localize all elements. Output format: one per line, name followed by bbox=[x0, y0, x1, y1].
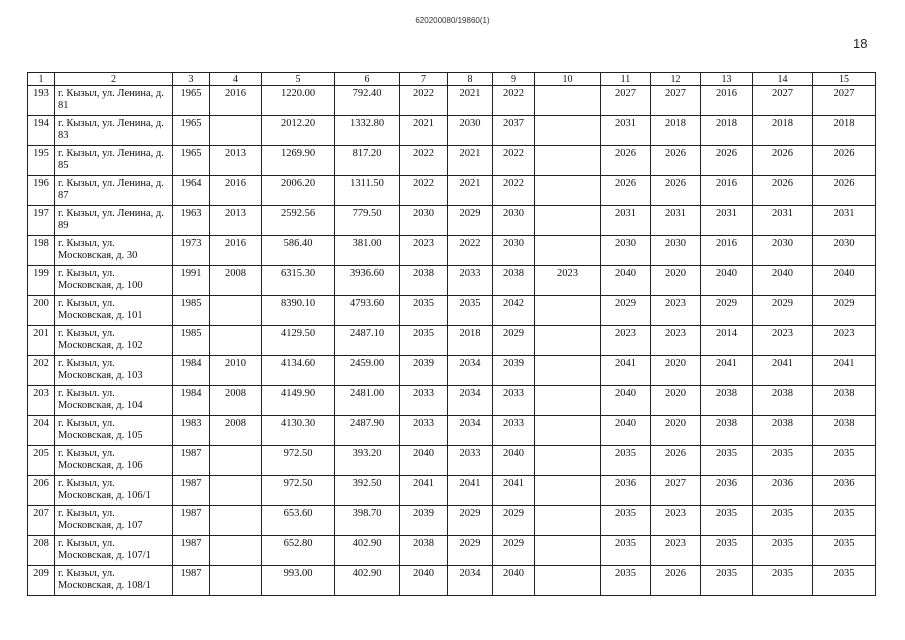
table-cell: 2038 bbox=[400, 536, 448, 566]
table-cell: 2030 bbox=[400, 206, 448, 236]
table-cell: 200 bbox=[28, 296, 55, 326]
table-cell: 204 bbox=[28, 416, 55, 446]
table-cell: 1987 bbox=[173, 566, 210, 596]
table-cell: 2035 bbox=[448, 296, 493, 326]
table-cell bbox=[535, 206, 601, 236]
table-cell bbox=[535, 356, 601, 386]
table-cell: 817.20 bbox=[335, 146, 400, 176]
table-cell: 2026 bbox=[753, 176, 813, 206]
table-cell: 1985 bbox=[173, 326, 210, 356]
table-cell: 2038 bbox=[400, 266, 448, 296]
table-cell: 4134.60 bbox=[262, 356, 335, 386]
table-cell: 2487.10 bbox=[335, 326, 400, 356]
table-cell bbox=[535, 566, 601, 596]
table-cell: 2029 bbox=[448, 206, 493, 236]
table-cell: 2023 bbox=[651, 326, 701, 356]
table-cell: 2039 bbox=[493, 356, 535, 386]
table-cell bbox=[210, 566, 262, 596]
table-cell: 2029 bbox=[601, 296, 651, 326]
table-cell: 2481.00 bbox=[335, 386, 400, 416]
table-cell: 2026 bbox=[651, 176, 701, 206]
table-cell: 2031 bbox=[753, 206, 813, 236]
table-row bbox=[28, 176, 876, 206]
table-cell: 2030 bbox=[493, 206, 535, 236]
address-cell: г. Кызыл, ул. Ленина, д. 81 bbox=[55, 86, 173, 116]
column-header-12: 12 bbox=[651, 73, 701, 86]
column-header-3: 3 bbox=[173, 73, 210, 86]
table-cell: 2018 bbox=[651, 116, 701, 146]
table-cell: 2016 bbox=[210, 86, 262, 116]
table-cell: 1965 bbox=[173, 116, 210, 146]
column-header-13: 13 bbox=[701, 73, 753, 86]
table-cell: 2026 bbox=[813, 176, 876, 206]
table-cell: 2022 bbox=[400, 176, 448, 206]
table-cell bbox=[535, 86, 601, 116]
table-cell: 2021 bbox=[448, 86, 493, 116]
table-cell: 2034 bbox=[448, 386, 493, 416]
table-cell: 2013 bbox=[210, 206, 262, 236]
table-cell: 2018 bbox=[813, 116, 876, 146]
column-header-7: 7 bbox=[400, 73, 448, 86]
table-cell: 198 bbox=[28, 236, 55, 266]
table-cell: 209 bbox=[28, 566, 55, 596]
table-row bbox=[28, 146, 876, 176]
table-cell: 2023 bbox=[535, 266, 601, 296]
table-cell: 2040 bbox=[753, 266, 813, 296]
address-cell: г. Кызыл, ул. Московская, д. 100 bbox=[55, 266, 173, 296]
table-cell: 2033 bbox=[448, 266, 493, 296]
table-row bbox=[28, 416, 876, 446]
address-cell: г. Кызыл, ул. Московская, д. 108/1 bbox=[55, 566, 173, 596]
table-cell: 6315.30 bbox=[262, 266, 335, 296]
table-cell: 2029 bbox=[448, 506, 493, 536]
table-cell: 2035 bbox=[601, 566, 651, 596]
table-cell bbox=[535, 326, 601, 356]
table-cell bbox=[535, 236, 601, 266]
address-cell: г. Кызыл, ул. Московская, д. 105 bbox=[55, 416, 173, 446]
table-cell: 2030 bbox=[448, 116, 493, 146]
table-cell: 2035 bbox=[400, 326, 448, 356]
table-cell bbox=[535, 446, 601, 476]
table-cell: 2022 bbox=[448, 236, 493, 266]
table-cell: 2022 bbox=[493, 146, 535, 176]
table-cell: 792.40 bbox=[335, 86, 400, 116]
table-cell: 2029 bbox=[493, 536, 535, 566]
table-cell: 2016 bbox=[210, 236, 262, 266]
table-cell: 2040 bbox=[701, 266, 753, 296]
address-cell: г. Кызыл, ул. Ленина, д. 83 bbox=[55, 116, 173, 146]
table-cell: 2036 bbox=[753, 476, 813, 506]
table-row bbox=[28, 86, 876, 116]
address-cell: г. Кызыл, ул. Московская, д. 102 bbox=[55, 326, 173, 356]
table-cell: 2035 bbox=[701, 536, 753, 566]
table-cell: 2033 bbox=[400, 386, 448, 416]
table-cell: 381.00 bbox=[335, 236, 400, 266]
table-cell: 972.50 bbox=[262, 446, 335, 476]
table-cell: 1984 bbox=[173, 386, 210, 416]
address-cell: г. Кызыл, ул. Московская, д. 103 bbox=[55, 356, 173, 386]
table-cell: 2021 bbox=[448, 176, 493, 206]
address-cell: г. Кызыл. ул. Московская, д. 104 bbox=[55, 386, 173, 416]
table-cell: 2026 bbox=[753, 146, 813, 176]
table-cell: 2036 bbox=[813, 476, 876, 506]
table-cell: 2027 bbox=[651, 86, 701, 116]
table-cell: 2016 bbox=[701, 236, 753, 266]
column-header-10: 10 bbox=[535, 73, 601, 86]
table-cell: 1965 bbox=[173, 146, 210, 176]
table-row bbox=[28, 236, 876, 266]
table-cell: 2016 bbox=[701, 176, 753, 206]
table-cell: 2023 bbox=[651, 296, 701, 326]
table-cell: 398.70 bbox=[335, 506, 400, 536]
table-cell: 195 bbox=[28, 146, 55, 176]
table-row bbox=[28, 506, 876, 536]
table-cell: 2027 bbox=[651, 476, 701, 506]
table-cell: 2041 bbox=[701, 356, 753, 386]
table-cell: 194 bbox=[28, 116, 55, 146]
table-cell: 2036 bbox=[601, 476, 651, 506]
address-cell: г. Кызыл, ул. Московская, д. 101 bbox=[55, 296, 173, 326]
table-cell: 2031 bbox=[701, 206, 753, 236]
table-cell: 2026 bbox=[601, 146, 651, 176]
table-cell: 2026 bbox=[651, 446, 701, 476]
column-header-5: 5 bbox=[262, 73, 335, 86]
table-cell: 3936.60 bbox=[335, 266, 400, 296]
table-row bbox=[28, 446, 876, 476]
table-cell: 2041 bbox=[601, 356, 651, 386]
table-cell: 2023 bbox=[601, 326, 651, 356]
table-row bbox=[28, 356, 876, 386]
table-cell: 2008 bbox=[210, 386, 262, 416]
table-cell: 2487.90 bbox=[335, 416, 400, 446]
table-cell: 2031 bbox=[651, 206, 701, 236]
table-cell: 1973 bbox=[173, 236, 210, 266]
table-cell: 2035 bbox=[601, 506, 651, 536]
table-cell: 2018 bbox=[448, 326, 493, 356]
table-cell: 2041 bbox=[493, 476, 535, 506]
table-cell: 2038 bbox=[753, 416, 813, 446]
table-row bbox=[28, 566, 876, 596]
table-cell bbox=[210, 446, 262, 476]
table-cell: 206 bbox=[28, 476, 55, 506]
table-cell: 1269.90 bbox=[262, 146, 335, 176]
table-cell: 2023 bbox=[651, 506, 701, 536]
table-cell: 2026 bbox=[651, 146, 701, 176]
table-cell bbox=[210, 326, 262, 356]
table-cell: 2040 bbox=[601, 266, 651, 296]
table-row bbox=[28, 266, 876, 296]
table-cell bbox=[535, 476, 601, 506]
table-cell: 993.00 bbox=[262, 566, 335, 596]
table-row bbox=[28, 536, 876, 566]
table-cell: 2030 bbox=[753, 236, 813, 266]
table-cell: 2035 bbox=[813, 536, 876, 566]
table-cell bbox=[210, 476, 262, 506]
table-cell: 2039 bbox=[400, 506, 448, 536]
table-row bbox=[28, 296, 876, 326]
table-cell: 1983 bbox=[173, 416, 210, 446]
table-cell: 4149.90 bbox=[262, 386, 335, 416]
table-cell: 2033 bbox=[493, 416, 535, 446]
table-cell bbox=[535, 416, 601, 446]
table-cell: 393.20 bbox=[335, 446, 400, 476]
table-cell bbox=[210, 536, 262, 566]
table-cell: 1991 bbox=[173, 266, 210, 296]
table-cell: 196 bbox=[28, 176, 55, 206]
column-header-1: 1 bbox=[28, 73, 55, 86]
table-cell: 2026 bbox=[813, 146, 876, 176]
table-cell: 199 bbox=[28, 266, 55, 296]
table-cell: 2038 bbox=[493, 266, 535, 296]
table-cell: 2030 bbox=[601, 236, 651, 266]
column-header-2: 2 bbox=[55, 73, 173, 86]
table-cell: 2040 bbox=[493, 566, 535, 596]
table-cell: 2040 bbox=[400, 566, 448, 596]
table-row bbox=[28, 206, 876, 236]
table-cell: 2038 bbox=[701, 386, 753, 416]
table-cell: 2038 bbox=[753, 386, 813, 416]
table-cell: 2041 bbox=[753, 356, 813, 386]
address-cell: г. Кызыл, ул. Московская, д. 30 bbox=[55, 236, 173, 266]
table-cell: 2023 bbox=[813, 326, 876, 356]
table-cell: 2035 bbox=[601, 446, 651, 476]
table-cell: 2035 bbox=[753, 446, 813, 476]
column-header-4: 4 bbox=[210, 73, 262, 86]
table-cell: 2040 bbox=[400, 446, 448, 476]
table-cell bbox=[535, 506, 601, 536]
table-cell: 2026 bbox=[701, 146, 753, 176]
table-cell: 197 bbox=[28, 206, 55, 236]
table-cell: 2041 bbox=[400, 476, 448, 506]
table-cell: 1987 bbox=[173, 446, 210, 476]
table-cell: 2018 bbox=[701, 116, 753, 146]
table-cell: 2030 bbox=[651, 236, 701, 266]
table-cell: 1985 bbox=[173, 296, 210, 326]
table-cell: 2027 bbox=[813, 86, 876, 116]
table-cell: 2041 bbox=[813, 356, 876, 386]
address-cell: г. Кызыл, ул. Московская, д. 107/1 bbox=[55, 536, 173, 566]
table-cell: 2027 bbox=[601, 86, 651, 116]
table-cell: 203 bbox=[28, 386, 55, 416]
table-cell: 2035 bbox=[813, 446, 876, 476]
table-cell: 392.50 bbox=[335, 476, 400, 506]
table-cell: 2010 bbox=[210, 356, 262, 386]
table-cell: 2040 bbox=[601, 416, 651, 446]
table-cell: 402.90 bbox=[335, 536, 400, 566]
table-cell: 2030 bbox=[493, 236, 535, 266]
table-cell: 402.90 bbox=[335, 566, 400, 596]
table-cell: 2016 bbox=[701, 86, 753, 116]
column-header-14: 14 bbox=[753, 73, 813, 86]
table-cell: 2038 bbox=[701, 416, 753, 446]
table-cell bbox=[535, 386, 601, 416]
table-cell: 2022 bbox=[493, 86, 535, 116]
table-cell: 2006.20 bbox=[262, 176, 335, 206]
housing-table bbox=[27, 72, 876, 596]
table-cell: 2035 bbox=[753, 566, 813, 596]
table-cell: 2008 bbox=[210, 416, 262, 446]
column-header-9: 9 bbox=[493, 73, 535, 86]
table-cell: 207 bbox=[28, 506, 55, 536]
table-cell: 2592.56 bbox=[262, 206, 335, 236]
table-header-row bbox=[28, 73, 876, 86]
table-cell: 2026 bbox=[601, 176, 651, 206]
table-cell: 2038 bbox=[813, 416, 876, 446]
table-cell: 2026 bbox=[651, 566, 701, 596]
table-cell: 2020 bbox=[651, 266, 701, 296]
table-row bbox=[28, 386, 876, 416]
table-row bbox=[28, 476, 876, 506]
table-cell: 205 bbox=[28, 446, 55, 476]
table-cell: 2035 bbox=[753, 536, 813, 566]
table-cell: 1332.80 bbox=[335, 116, 400, 146]
table-cell bbox=[535, 146, 601, 176]
table-cell: 202 bbox=[28, 356, 55, 386]
table-cell: 2018 bbox=[753, 116, 813, 146]
address-cell: г. Кызыл, ул. Ленина, д. 87 bbox=[55, 176, 173, 206]
table-cell bbox=[535, 176, 601, 206]
table-cell bbox=[210, 506, 262, 536]
table-cell: 208 bbox=[28, 536, 55, 566]
table-cell: 1963 bbox=[173, 206, 210, 236]
table-cell: 2035 bbox=[400, 296, 448, 326]
table-cell: 2040 bbox=[813, 266, 876, 296]
table-row bbox=[28, 116, 876, 146]
table-cell: 4130.30 bbox=[262, 416, 335, 446]
table-cell: 972.50 bbox=[262, 476, 335, 506]
column-header-8: 8 bbox=[448, 73, 493, 86]
table-cell bbox=[535, 296, 601, 326]
table-cell bbox=[535, 536, 601, 566]
table-cell: 2020 bbox=[651, 386, 701, 416]
page-number: 18 bbox=[853, 36, 868, 51]
table-cell: 1987 bbox=[173, 536, 210, 566]
address-cell: г. Кызыл, ул. Ленина, д. 89 bbox=[55, 206, 173, 236]
table-row bbox=[28, 326, 876, 356]
table-cell: 2013 bbox=[210, 146, 262, 176]
table-cell: 2459.00 bbox=[335, 356, 400, 386]
table-cell: 2035 bbox=[701, 446, 753, 476]
table-cell: 2021 bbox=[448, 146, 493, 176]
table-cell: 2014 bbox=[701, 326, 753, 356]
table-cell: 2029 bbox=[448, 536, 493, 566]
table-cell: 4129.50 bbox=[262, 326, 335, 356]
table-cell bbox=[535, 116, 601, 146]
table-cell: 2033 bbox=[400, 416, 448, 446]
table-cell: 2034 bbox=[448, 566, 493, 596]
table-cell: 2012.20 bbox=[262, 116, 335, 146]
table-cell: 201 bbox=[28, 326, 55, 356]
table-cell: 2042 bbox=[493, 296, 535, 326]
table-cell: 4793.60 bbox=[335, 296, 400, 326]
table-cell: 2041 bbox=[448, 476, 493, 506]
table-cell: 586.40 bbox=[262, 236, 335, 266]
table-cell: 8390.10 bbox=[262, 296, 335, 326]
table-cell: 2037 bbox=[493, 116, 535, 146]
table-cell: 2039 bbox=[400, 356, 448, 386]
table-cell: 2022 bbox=[493, 176, 535, 206]
table-cell bbox=[210, 296, 262, 326]
document-id: 620200080/19860(1) bbox=[415, 16, 490, 25]
column-header-15: 15 bbox=[813, 73, 876, 86]
address-cell: г. Кызыл, ул. Ленина, д. 85 bbox=[55, 146, 173, 176]
table-cell: 2035 bbox=[701, 506, 753, 536]
table-cell: 2040 bbox=[493, 446, 535, 476]
table-cell: 2036 bbox=[701, 476, 753, 506]
table-cell: 2020 bbox=[651, 356, 701, 386]
table-cell: 2023 bbox=[400, 236, 448, 266]
table-cell: 652.80 bbox=[262, 536, 335, 566]
table-cell: 2029 bbox=[753, 296, 813, 326]
table-cell: 2029 bbox=[813, 296, 876, 326]
table-cell: 2035 bbox=[813, 506, 876, 536]
table-cell bbox=[210, 116, 262, 146]
table-cell: 2008 bbox=[210, 266, 262, 296]
table-cell: 1987 bbox=[173, 506, 210, 536]
table-cell: 1987 bbox=[173, 476, 210, 506]
table-cell: 2022 bbox=[400, 146, 448, 176]
table-cell: 2031 bbox=[601, 116, 651, 146]
address-cell: г. Кызыл, ул. Московская, д. 106 bbox=[55, 446, 173, 476]
table-cell: 2029 bbox=[701, 296, 753, 326]
table-cell: 2033 bbox=[448, 446, 493, 476]
table-cell: 2035 bbox=[701, 566, 753, 596]
table-cell: 2029 bbox=[493, 506, 535, 536]
table-cell: 2023 bbox=[651, 536, 701, 566]
column-header-11: 11 bbox=[601, 73, 651, 86]
table-cell: 1964 bbox=[173, 176, 210, 206]
table-cell: 2027 bbox=[753, 86, 813, 116]
table-cell: 1965 bbox=[173, 86, 210, 116]
address-cell: г. Кызыл, ул. Московская, д. 106/1 bbox=[55, 476, 173, 506]
table-cell: 1220.00 bbox=[262, 86, 335, 116]
table-cell: 2040 bbox=[601, 386, 651, 416]
column-header-6: 6 bbox=[335, 73, 400, 86]
table-cell: 2035 bbox=[601, 536, 651, 566]
table-cell: 2029 bbox=[493, 326, 535, 356]
table-cell: 193 bbox=[28, 86, 55, 116]
table-cell: 2021 bbox=[400, 116, 448, 146]
table-cell: 2038 bbox=[813, 386, 876, 416]
table-cell: 2033 bbox=[493, 386, 535, 416]
address-cell: г. Кызыл, ул. Московская, д. 107 bbox=[55, 506, 173, 536]
table-cell: 2031 bbox=[601, 206, 651, 236]
table-cell: 2031 bbox=[813, 206, 876, 236]
table-cell: 2034 bbox=[448, 356, 493, 386]
table-cell: 2030 bbox=[813, 236, 876, 266]
table-cell: 1984 bbox=[173, 356, 210, 386]
table-cell: 2022 bbox=[400, 86, 448, 116]
table-cell: 653.60 bbox=[262, 506, 335, 536]
table-cell: 1311.50 bbox=[335, 176, 400, 206]
table-cell: 2034 bbox=[448, 416, 493, 446]
table-cell: 2016 bbox=[210, 176, 262, 206]
table-cell: 2035 bbox=[753, 506, 813, 536]
table-cell: 2023 bbox=[753, 326, 813, 356]
table-cell: 2020 bbox=[651, 416, 701, 446]
table-cell: 779.50 bbox=[335, 206, 400, 236]
table-cell: 2035 bbox=[813, 566, 876, 596]
